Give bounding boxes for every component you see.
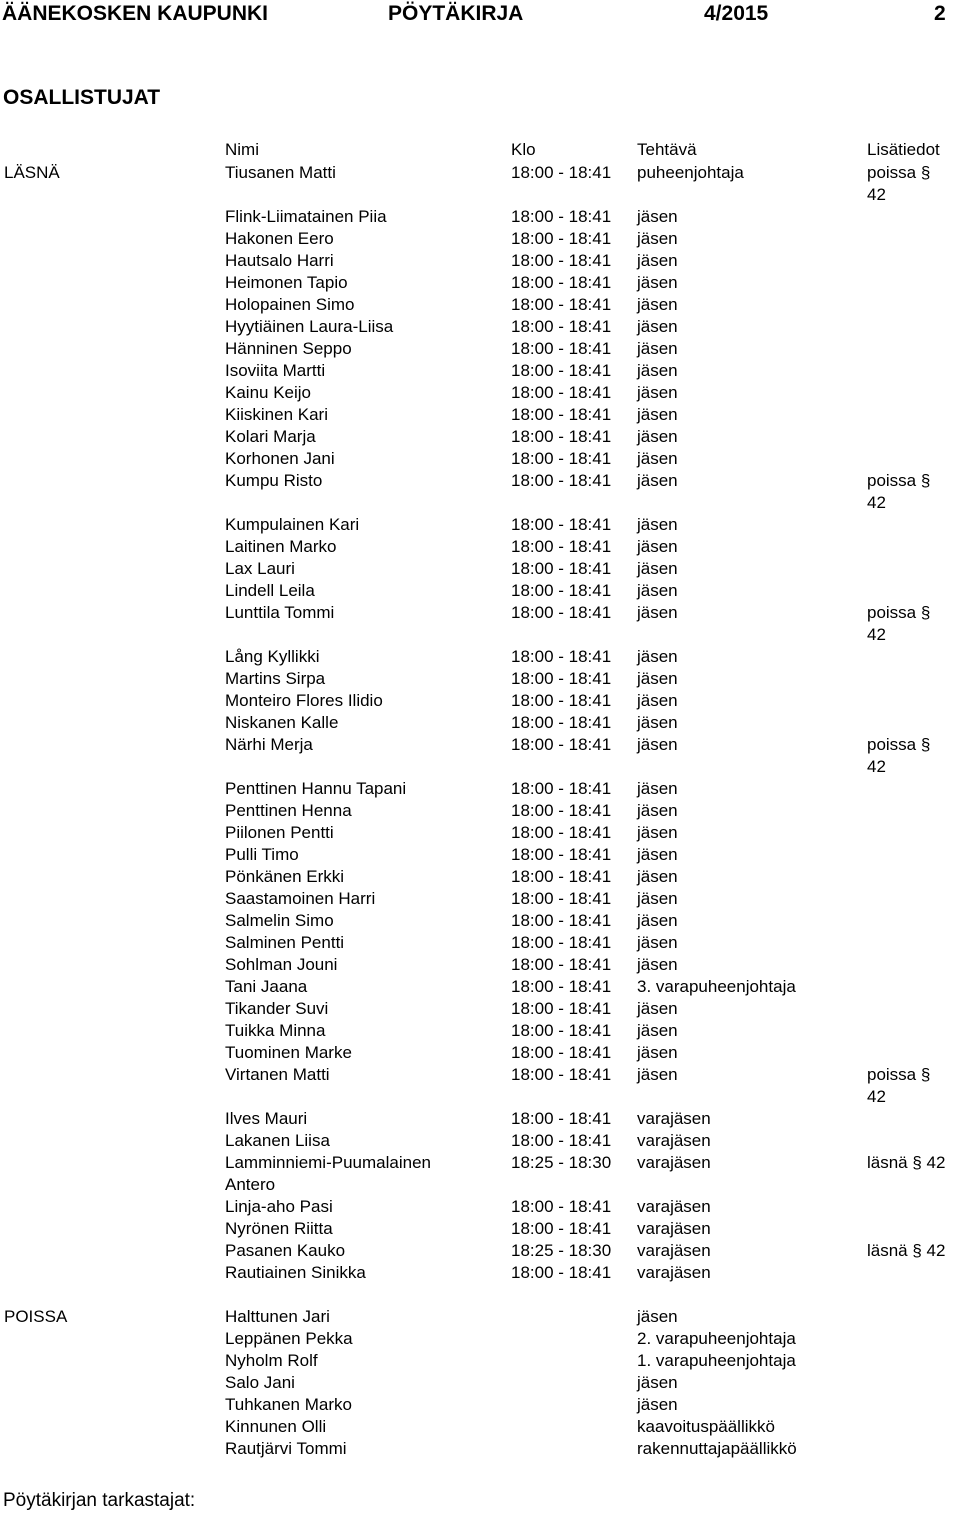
attendee-role: jäsen [637, 735, 678, 754]
document-type: PÖYTÄKIRJA [388, 2, 524, 25]
attendee-name: Virtanen Matti [225, 1065, 330, 1084]
attendee-role: jäsen [637, 515, 678, 534]
attendee-name: Lamminniemi-Puumalainen [225, 1153, 431, 1172]
attendee-name: Lax Lauri [225, 559, 295, 578]
attendee-time: 18:00 - 18:41 [511, 1109, 612, 1128]
attendee-name: Tiusanen Matti [225, 163, 336, 182]
attendee-time: 18:00 - 18:41 [511, 999, 612, 1018]
attendee-row [0, 514, 960, 536]
attendee-role: jäsen [637, 1065, 678, 1084]
attendee-row [0, 932, 960, 954]
attendee-info-cont: 42 [867, 757, 886, 776]
organization-name: ÄÄNEKOSKEN KAUPUNKI [2, 2, 269, 25]
attendee-name: Kumpu Risto [225, 471, 323, 490]
attendee-name: Rautiainen Sinikka [225, 1263, 366, 1282]
attendee-row [0, 536, 960, 558]
attendee-time: 18:00 - 18:41 [511, 889, 612, 908]
attendee-name: Hautsalo Harri [225, 251, 334, 270]
attendee-role: jäsen [637, 449, 678, 468]
attendee-role: jäsen [637, 537, 678, 556]
attendee-time: 18:00 - 18:41 [511, 427, 612, 446]
attendee-time: 18:00 - 18:41 [511, 383, 612, 402]
attendee-row [0, 690, 960, 712]
attendee-row [0, 1042, 960, 1064]
attendee-role: jäsen [637, 1021, 678, 1040]
attendee-name: Laitinen Marko [225, 537, 337, 556]
attendee-role: jäsen [637, 207, 678, 226]
attendee-time: 18:00 - 18:41 [511, 251, 612, 270]
attendee-role: varajäsen [637, 1197, 711, 1216]
attendee-time: 18:00 - 18:41 [511, 1021, 612, 1040]
attendee-role: jäsen [637, 603, 678, 622]
attendee-role: varajäsen [637, 1219, 711, 1238]
attendee-time: 18:00 - 18:41 [511, 581, 612, 600]
attendee-time: 18:00 - 18:41 [511, 713, 612, 732]
attendee-time: 18:00 - 18:41 [511, 691, 612, 710]
attendee-time: 18:00 - 18:41 [511, 339, 612, 358]
attendee-role: jäsen [637, 427, 678, 446]
footer-reviewers-label: Pöytäkirjan tarkastajat: [3, 1490, 196, 1511]
attendee-row [0, 1394, 960, 1416]
attendee-name: Tani Jaana [225, 977, 308, 996]
column-header-role: Tehtävä [637, 140, 697, 159]
attendee-row [0, 1064, 960, 1106]
attendee-time: 18:00 - 18:41 [511, 823, 612, 842]
attendee-time: 18:00 - 18:41 [511, 801, 612, 820]
attendee-name: Halttunen Jari [225, 1307, 330, 1326]
column-header-info: Lisätiedot [867, 140, 940, 159]
attendee-name: Lunttila Tommi [225, 603, 335, 622]
attendee-role: jäsen [637, 251, 678, 270]
attendee-name: Pulli Timo [225, 845, 299, 864]
attendee-time: 18:00 - 18:41 [511, 867, 612, 886]
attendee-time: 18:25 - 18:30 [511, 1153, 612, 1172]
attendee-info: läsnä § 42 [867, 1241, 946, 1260]
section-label: POISSA [4, 1307, 68, 1326]
attendee-time: 18:00 - 18:41 [511, 933, 612, 952]
attendee-role: 2. varapuheenjohtaja [637, 1329, 796, 1348]
attendee-row [0, 426, 960, 448]
attendee-row [0, 844, 960, 866]
attendee-name: Korhonen Jani [225, 449, 335, 468]
section-title: OSALLISTUJAT [3, 86, 161, 109]
attendee-row [0, 316, 960, 338]
attendee-row [0, 1152, 960, 1194]
attendee-role: jäsen [637, 779, 678, 798]
attendee-time: 18:00 - 18:41 [511, 1219, 612, 1238]
attendee-info: läsnä § 42 [867, 1153, 946, 1172]
attendee-role: jäsen [637, 471, 678, 490]
attendee-time: 18:00 - 18:41 [511, 207, 612, 226]
attendee-role: puheenjohtaja [637, 163, 744, 182]
attendee-name: Heimonen Tapio [225, 273, 348, 292]
attendee-time: 18:00 - 18:41 [511, 1065, 612, 1084]
attendee-role: kaavoituspäällikkö [637, 1417, 775, 1436]
attendee-row [0, 668, 960, 690]
attendee-row [0, 1262, 960, 1284]
attendee-time: 18:00 - 18:41 [511, 515, 612, 534]
attendee-role: jäsen [637, 889, 678, 908]
attendee-row [0, 602, 960, 644]
attendee-role: jäsen [637, 1373, 678, 1392]
attendee-row [0, 580, 960, 602]
attendee-role: jäsen [637, 581, 678, 600]
attendee-time: 18:00 - 18:41 [511, 1043, 612, 1062]
attendee-row [0, 206, 960, 228]
attendee-time: 18:00 - 18:41 [511, 1263, 612, 1282]
attendee-time: 18:00 - 18:41 [511, 405, 612, 424]
attendee-role: jäsen [637, 339, 678, 358]
attendee-row [0, 1416, 960, 1438]
attendee-role: jäsen [637, 669, 678, 688]
attendee-name: Nyholm Rolf [225, 1351, 318, 1370]
attendee-role: jäsen [637, 1395, 678, 1414]
attendee-row [0, 1218, 960, 1240]
attendee-role: jäsen [637, 1043, 678, 1062]
attendee-role: jäsen [637, 713, 678, 732]
attendee-time: 18:00 - 18:41 [511, 845, 612, 864]
attendee-time: 18:00 - 18:41 [511, 669, 612, 688]
attendee-role: jäsen [637, 317, 678, 336]
attendee-name: Lindell Leila [225, 581, 315, 600]
attendee-time: 18:00 - 18:41 [511, 273, 612, 292]
attendee-name: Rautjärvi Tommi [225, 1439, 347, 1458]
attendee-name: Salminen Pentti [225, 933, 345, 952]
attendee-row [0, 558, 960, 580]
attendee-name: Hyytiäinen Laura-Liisa [225, 317, 394, 336]
attendee-name: Hakonen Eero [225, 229, 334, 248]
attendee-time: 18:00 - 18:41 [511, 911, 612, 930]
attendee-row [0, 250, 960, 272]
attendee-info-cont: 42 [867, 493, 886, 512]
attendee-name: Tikander Suvi [225, 999, 329, 1018]
attendee-role: varajäsen [637, 1263, 711, 1282]
attendee-name: Kiiskinen Kari [225, 405, 328, 424]
attendee-row [0, 712, 960, 734]
attendee-name: Martins Sirpa [225, 669, 326, 688]
attendee-info: poissa § [867, 471, 931, 490]
attendee-row [0, 162, 960, 204]
attendee-time: 18:00 - 18:41 [511, 647, 612, 666]
attendee-time: 18:00 - 18:41 [511, 229, 612, 248]
attendee-role: varajäsen [637, 1131, 711, 1150]
attendee-info-cont: 42 [867, 185, 886, 204]
attendee-name: Hänninen Seppo [225, 339, 352, 358]
attendee-name: Lång Kyllikki [225, 647, 320, 666]
attendee-row [0, 1328, 960, 1350]
attendee-row [0, 360, 960, 382]
attendee-time: 18:00 - 18:41 [511, 1197, 612, 1216]
attendee-row [0, 1108, 960, 1130]
attendee-row [0, 448, 960, 470]
attendee-role: jäsen [637, 405, 678, 424]
attendee-row [0, 954, 960, 976]
attendee-name: Salmelin Simo [225, 911, 334, 930]
attendee-info-cont: 42 [867, 625, 886, 644]
attendee-row [0, 976, 960, 998]
attendee-name: Leppänen Pekka [225, 1329, 353, 1348]
attendee-row [0, 822, 960, 844]
attendee-role: rakennuttajapäällikkö [637, 1439, 797, 1458]
attendee-role: varajäsen [637, 1241, 711, 1260]
attendee-role: jäsen [637, 273, 678, 292]
attendee-role: jäsen [637, 933, 678, 952]
attendee-name: Piilonen Pentti [225, 823, 334, 842]
attendee-role: jäsen [637, 955, 678, 974]
attendee-time: 18:00 - 18:41 [511, 955, 612, 974]
attendee-role: jäsen [637, 867, 678, 886]
attendee-role: varajäsen [637, 1109, 711, 1128]
attendee-row [0, 910, 960, 932]
attendee-row [0, 382, 960, 404]
attendee-role: jäsen [637, 845, 678, 864]
attendee-time: 18:00 - 18:41 [511, 449, 612, 468]
attendee-row [0, 404, 960, 426]
attendee-role: jäsen [637, 801, 678, 820]
attendee-row [0, 1130, 960, 1152]
attendee-time: 18:00 - 18:41 [511, 163, 612, 182]
attendee-time: 18:00 - 18:41 [511, 295, 612, 314]
attendee-time: 18:00 - 18:41 [511, 779, 612, 798]
attendee-row [0, 338, 960, 360]
attendee-role: jäsen [637, 559, 678, 578]
attendee-time: 18:00 - 18:41 [511, 603, 612, 622]
column-header-time: Klo [511, 140, 536, 159]
attendee-role: jäsen [637, 691, 678, 710]
attendee-time: 18:00 - 18:41 [511, 471, 612, 490]
attendee-info: poissa § [867, 603, 931, 622]
attendee-row [0, 998, 960, 1020]
attendee-name: Flink-Liimatainen Piia [225, 207, 387, 226]
attendee-row [0, 272, 960, 294]
attendee-name: Kinnunen Olli [225, 1417, 327, 1436]
attendee-time: 18:00 - 18:41 [511, 317, 612, 336]
attendee-time: 18:25 - 18:30 [511, 1241, 612, 1260]
attendee-name-cont: Antero [225, 1175, 276, 1194]
document-number: 4/2015 [704, 2, 769, 25]
attendee-time: 18:00 - 18:41 [511, 537, 612, 556]
attendee-row [0, 866, 960, 888]
attendee-row [0, 228, 960, 250]
attendee-time: 18:00 - 18:41 [511, 559, 612, 578]
attendee-role: 1. varapuheenjohtaja [637, 1351, 796, 1370]
attendee-row [0, 1438, 960, 1460]
attendee-time: 18:00 - 18:41 [511, 1131, 612, 1150]
attendee-info-cont: 42 [867, 1087, 886, 1106]
attendee-role: jäsen [637, 647, 678, 666]
attendee-name: Penttinen Hannu Tapani [225, 779, 407, 798]
attendee-info: poissa § [867, 163, 931, 182]
attendee-row [0, 1372, 960, 1394]
attendee-role: varajäsen [637, 1153, 711, 1172]
attendee-row [0, 800, 960, 822]
attendee-row [0, 1196, 960, 1218]
attendee-time: 18:00 - 18:41 [511, 361, 612, 380]
attendee-name: Penttinen Henna [225, 801, 352, 820]
attendee-name: Isoviita Martti [225, 361, 326, 380]
attendee-row [0, 646, 960, 668]
document-header [0, 2, 960, 30]
attendee-row [0, 734, 960, 776]
attendee-name: Nyrönen Riitta [225, 1219, 333, 1238]
attendee-role: jäsen [637, 1307, 678, 1326]
attendee-role: jäsen [637, 823, 678, 842]
attendee-name: Tuominen Marke [225, 1043, 352, 1062]
attendee-role: jäsen [637, 911, 678, 930]
attendee-role: jäsen [637, 999, 678, 1018]
attendee-time: 18:00 - 18:41 [511, 735, 612, 754]
attendee-info: poissa § [867, 1065, 931, 1084]
attendee-name: Lakanen Liisa [225, 1131, 330, 1150]
attendee-name: Tuikka Minna [225, 1021, 326, 1040]
attendee-time: 18:00 - 18:41 [511, 977, 612, 996]
attendee-row [0, 1020, 960, 1042]
attendee-name: Monteiro Flores Ilidio [225, 691, 383, 710]
page-number: 2 [934, 2, 946, 25]
attendee-name: Holopainen Simo [225, 295, 355, 314]
attendee-name: Sohlman Jouni [225, 955, 338, 974]
attendee-row [0, 1350, 960, 1372]
attendee-row [0, 294, 960, 316]
attendee-name: Niskanen Kalle [225, 713, 339, 732]
column-header-name: Nimi [225, 140, 259, 159]
attendee-name: Linja-aho Pasi [225, 1197, 333, 1216]
attendee-row [0, 778, 960, 800]
attendee-row [0, 470, 960, 512]
attendee-role: jäsen [637, 295, 678, 314]
attendee-name: Tuhkanen Marko [225, 1395, 352, 1414]
attendee-name: Salo Jani [225, 1373, 295, 1392]
attendee-role: jäsen [637, 229, 678, 248]
attendee-role: jäsen [637, 361, 678, 380]
attendee-row [0, 888, 960, 910]
attendee-name: Kolari Marja [225, 427, 316, 446]
attendee-name: Ilves Mauri [225, 1109, 308, 1128]
attendee-name: Kumpulainen Kari [225, 515, 360, 534]
attendee-role: jäsen [637, 383, 678, 402]
attendee-row [0, 1240, 960, 1262]
attendee-name: Saastamoinen Harri [225, 889, 376, 908]
attendee-role: 3. varapuheenjohtaja [637, 977, 796, 996]
attendee-name: Kainu Keijo [225, 383, 312, 402]
attendee-name: Pasanen Kauko [225, 1241, 346, 1260]
column-headers [0, 140, 960, 162]
attendee-row [0, 1306, 960, 1328]
attendee-name: Pönkänen Erkki [225, 867, 345, 886]
attendee-info: poissa § [867, 735, 931, 754]
section-label: LÄSNÄ [4, 163, 60, 182]
attendee-name: Närhi Merja [225, 735, 313, 754]
